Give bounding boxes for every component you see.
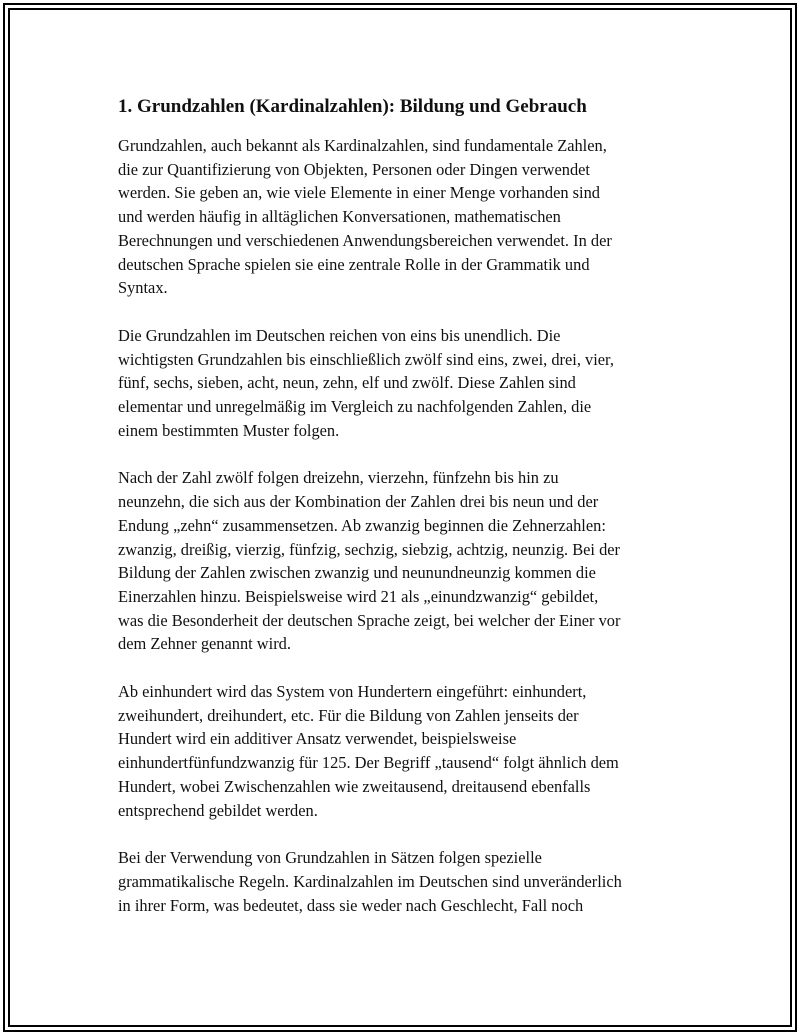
paragraph-basic-numbers [118, 324, 688, 443]
text-line: entsprechend gebildet werden. [118, 800, 318, 820]
text-line: Grundzahlen, auch bekannt als Kardinalzahlen, sind fundamentale Zahlen, [118, 136, 607, 155]
text-line: elementar und unregelmäßig im Vergleich zu nachfolgenden Zahlen, die [118, 397, 592, 417]
paragraph-grammar [118, 846, 688, 917]
text-line: deutschen Sprache spielen sie eine zentrale Rolle in der Grammatik und [118, 254, 590, 274]
text-line: wichtigsten Grundzahlen bis einschließlich zwölf sind eins, zwei, drei, vier, [118, 349, 614, 369]
document-body [118, 94, 688, 941]
text-line: in ihrer Form, was bedeutet, dass sie weder nach Geschlecht, Fall noch [118, 895, 584, 915]
text-line: grammatikalische Regeln. Kardinalzahlen im Deutschen sind unveränderlich [118, 871, 622, 891]
section-heading: 1. Grundzahlen (Kardinalzahlen): Bildung und Gebrauch [118, 96, 587, 117]
text-line: Endung „zehn“ zusammensetzen. Ab zwanzig beginnen die Zehnerzahlen: [118, 515, 606, 535]
text-line: Hundert wird ein additiver Ansatz verwendet, beispielsweise [118, 729, 517, 749]
text-line: Nach der Zahl zwölf folgen dreizehn, vierzehn, fünfzehn bis hin zu [118, 468, 559, 488]
text-line: einem bestimmten Muster folgen. [118, 420, 340, 440]
text-line: Bei der Verwendung von Grundzahlen in Sätzen folgen spezielle [118, 848, 542, 868]
text-line: dem Zehner genannt wird. [118, 634, 291, 654]
text-line: Einerzahlen hinzu. Beispielsweise wird 21 als „einundzwanzig“ gebildet, [118, 586, 599, 606]
text-line: Syntax. [118, 278, 168, 298]
text-line: zweihundert, dreihundert, etc. Für die Bildung von Zahlen jenseits der [118, 705, 579, 725]
paragraph-hundreds [118, 680, 688, 822]
text-line: Berechnungen und verschiedenen Anwendungsbereichen verwendet. In der [118, 230, 612, 250]
text-line: was die Besonderheit der deutschen Sprache zeigt, bei welcher der Einer vor [118, 610, 621, 630]
paragraph-teens-and-tens [118, 466, 688, 656]
paragraph-intro [118, 134, 688, 300]
text-line: Bildung der Zahlen zwischen zwanzig und neunundneunzig kommen die [118, 563, 596, 583]
text-line: zwanzig, dreißig, vierzig, fünfzig, sechzig, siebzig, achtzig, neunzig. Bei der [118, 539, 621, 559]
text-line: und werden häufig in alltäglichen Konversationen, mathematischen [118, 207, 561, 227]
text-line: werden. Sie geben an, wie viele Elemente in einer Menge vorhanden sind [118, 183, 600, 203]
text-line: Die Grundzahlen im Deutschen reichen von eins bis unendlich. Die [118, 325, 561, 345]
text-line: die zur Quantifizierung von Objekten, Personen oder Dingen verwendet [118, 159, 590, 179]
text-line: fünf, sechs, sieben, acht, neun, zehn, elf und zwölf. Diese Zahlen sind [118, 373, 576, 393]
text-line: Ab einhundert wird das System von Hundertern eingeführt: einhundert, [118, 682, 587, 702]
text-line: neunzehn, die sich aus der Kombination der Zahlen drei bis neun und der [118, 492, 599, 512]
text-line: einhundertfünfundzwanzig für 125. Der Begriff „tausend“ folgt ähnlich dem [118, 753, 619, 773]
text-line: Hundert, wobei Zwischenzahlen wie zweitausend, dreitausend ebenfalls [118, 776, 591, 796]
